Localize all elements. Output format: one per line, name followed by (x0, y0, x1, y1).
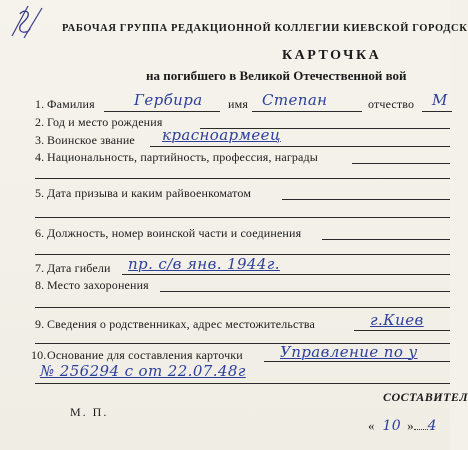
name-value: Степан (262, 91, 328, 109)
burial-extra-line (35, 307, 450, 308)
relatives-value: г.Киев (370, 311, 424, 329)
surname-line (104, 111, 220, 112)
basis-line (264, 361, 450, 362)
conscription-label: Дата призыва и каким райвоенкоматом (47, 186, 252, 200)
position-line (322, 239, 450, 240)
burial-label: Место захоронения (47, 278, 149, 292)
date-month-value: 4 (427, 418, 437, 434)
card-title: КАРТОЧКА (282, 48, 382, 63)
death-date-line (122, 274, 450, 275)
name-label: имя (228, 97, 248, 111)
basis-value: Управление по у (280, 343, 418, 361)
basis-document-value: № 256294 с от 22.07.48г (40, 362, 246, 380)
basis-label: Основание для составления карточки (47, 348, 243, 362)
field-number-10: 10. (31, 348, 47, 362)
death-date-value: пр. с/в янв. 1944г. (128, 255, 280, 273)
patronymic-label: отчество (368, 97, 415, 111)
conscription-extra-line (35, 217, 450, 218)
death-date-label: Дата гибели (47, 261, 111, 275)
organization-header: РАБОЧАЯ ГРУППА РЕДАКЦИОННОЙ КОЛЛЕГИИ КИЕВСКОЙ ГОРОДСК (62, 23, 468, 34)
archive-mark-icon (2, 2, 62, 42)
field-number-7: 7. (35, 261, 45, 275)
burial-line (160, 291, 450, 292)
rank-line (150, 146, 450, 147)
nationality-extra-line (35, 178, 450, 179)
field-number-8: 8. (35, 278, 45, 292)
nationality-line (352, 163, 450, 164)
card-subtitle: на погибшего в Великой Отечественной вой (146, 68, 407, 83)
date-close-quote: » (407, 418, 414, 433)
field-number-3: 3. (35, 133, 45, 147)
conscription-line (282, 199, 450, 200)
birth-label: Год и место рождения (47, 115, 163, 129)
patronymic-line (422, 111, 452, 112)
surname-label: Фамилия (47, 97, 95, 111)
field-number-5: 5. (35, 186, 45, 200)
rank-value: красноармеец (162, 126, 281, 144)
relatives-line (354, 330, 450, 331)
field-number-4: 4. (35, 150, 45, 164)
basis-extra-line (35, 383, 450, 384)
compiler-label: СОСТАВИТЕЛ (383, 390, 468, 404)
patronymic-value: М (432, 91, 448, 109)
date-day-value: 10 (382, 418, 402, 434)
date-open-quote: « (368, 418, 375, 433)
name-line (252, 111, 362, 112)
field-number-9: 9. (35, 317, 45, 331)
field-number-6: 6. (35, 226, 45, 240)
position-label: Должность, номер воинской части и соединения (47, 226, 302, 240)
field-number-2: 2. (35, 115, 45, 129)
rank-label: Воинское звание (47, 133, 135, 147)
surname-value: Гербира (134, 91, 203, 109)
date-field (368, 418, 437, 434)
stamp-place-label: М. П. (70, 405, 109, 419)
field-number-1: 1. (35, 97, 45, 111)
relatives-label: Сведения о родственниках, адрес местожительства (47, 317, 315, 331)
nationality-label: Национальность, партийность, профессия, награды (47, 150, 318, 164)
